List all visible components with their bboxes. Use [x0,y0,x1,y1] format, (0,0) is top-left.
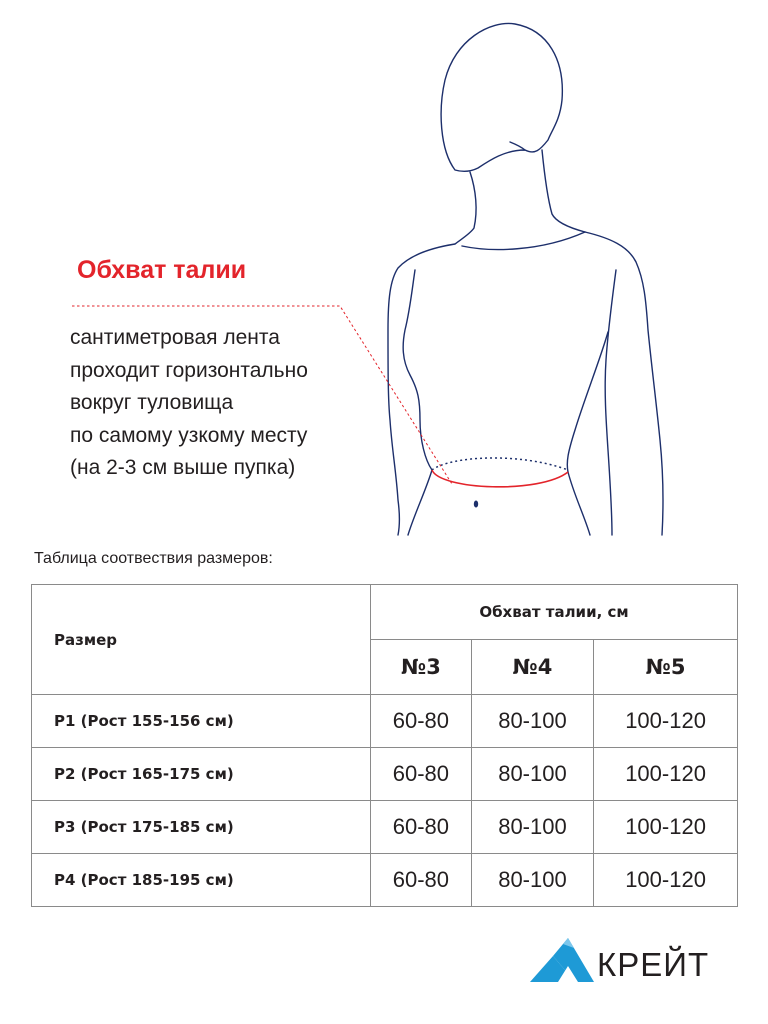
brand-name: КРЕЙТ [597,946,710,983]
table-cell: 100-120 [594,695,738,748]
column-header-5: №5 [594,640,738,695]
row-label: Р2 (Рост 165-175 см) [32,748,371,801]
description-line: (на 2-3 см выше пупка) [70,456,296,479]
description-line: проходит горизонтально [70,358,308,382]
measurement-title: Обхват талии [77,256,247,284]
table-cell: 60-80 [371,854,472,907]
table-row [32,748,738,801]
row-label: Р3 (Рост 175-185 см) [32,801,371,854]
row-label: Р1 (Рост 155-156 см) [32,695,371,748]
table-cell: 60-80 [371,695,472,748]
table-row [32,854,738,907]
table-row [32,695,738,748]
table-cell: 80-100 [471,854,593,907]
table-cell: 80-100 [471,695,593,748]
table-cell: 60-80 [371,748,472,801]
waist-group-header: Обхват талии, см [371,585,738,640]
mannequin-illustration [330,0,670,540]
table-caption: Таблица соотвествия размеров: [34,550,273,567]
row-label: Р4 (Рост 185-195 см) [32,854,371,907]
table-cell: 80-100 [471,748,593,801]
description-line: вокруг туловища [70,391,234,414]
description-line: по самому узкому месту [70,423,308,447]
table-cell: 100-120 [594,801,738,854]
column-header-4: №4 [471,640,593,695]
size-header: Размер [32,585,371,695]
navel-mark [474,501,478,508]
measurement-description [70,322,370,485]
table-cell: 80-100 [471,801,593,854]
description-line: сантиметровая лента [70,326,280,349]
table-cell: 100-120 [594,854,738,907]
table-row [32,801,738,854]
table-cell: 60-80 [371,801,472,854]
column-header-3: №3 [371,640,472,695]
size-table [31,584,738,907]
table-cell: 100-120 [594,748,738,801]
